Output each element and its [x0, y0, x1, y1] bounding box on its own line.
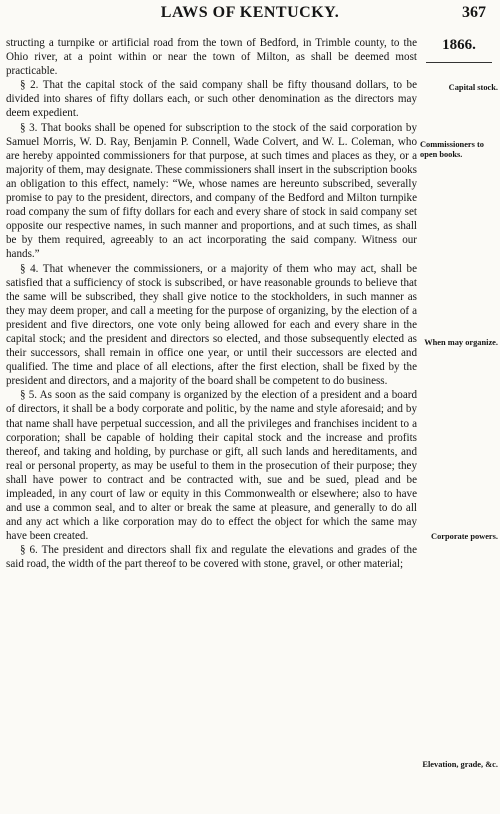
year-rule — [426, 62, 492, 63]
page-number: 367 — [462, 4, 486, 21]
margin-note-corporate-powers: Corporate powers. — [431, 532, 498, 541]
margin-note-commissioners: Commissioners to open books. — [420, 140, 484, 159]
section-2: § 2. That the capital stock of the said company shall be fifty thousand dollars, to be divided into shares of fifty dollars each, or such other denomination as the directors may deem expedient. — [6, 79, 417, 120]
section-3: § 3. That books shall be opened for subscription to the stock of the said corporation by Samuel Morris, W. D. Ray, Benjamin P. Connell, Wade Colvert, and W. L. Coleman, who are hereby appointed commissioners for that purpose, at such times and places as they, or a majority of them, may designate. These commissioners shall insert in the subscription books an obligation to this effect, namely: “We, whose names are hereunto subscribed, severally promise to pay to the president, directors, and company of the Bedford and Milton turnpike road company the sum of fifty dollars for each and every share of stock in said company set opposite our respective names, in such manner and proportions, and at such times, as shall be by them required, agreeably to an act incorporating the said company. Witness our hands.” — [6, 121, 417, 261]
page-header — [0, 4, 500, 24]
paragraph-continuation: structing a turnpike or artificial road from the town of Bedford, in Trimble county, to the Ohio river, at a point within or near the town of Milton, as shall be deemed most practicable. — [6, 37, 417, 78]
page-body — [6, 36, 417, 572]
margin-note-capital-stock: Capital stock. — [448, 83, 498, 92]
running-title: LAWS OF KENTUCKY. — [160, 4, 340, 21]
section-5: § 5. As soon as the said company is organized by the election of a president and a board of directors, it shall be a body corporate and politic, by the name and style aforesaid; and by that name shall have perpetual succession, and all the privileges and franchises incident to a corporation; shall be capable of holding their capital stock and the increase and profits thereof, and taking and holding, by purchase or gift, all such lands and hereditaments, and real or personal property, as may be useful to them in the prosecution of their purpose; they shall have power to contract and be contracted with, sue and be sued, plead and be impleaded, in any court of law or equity in this Commonwealth or elsewhere; also to have and use a common seal, and to alter or break the same at pleasure, and generally to do all and any act which a like corporation may do to effect the object for which the same may have been created. — [6, 389, 417, 543]
section-4: § 4. That whenever the commissioners, or a majority of them who may act, shall be satisfied that a sufficiency of stock is subscribed, or have reasonable grounds to believe that the same will be subscribed, they shall give notice to the stockholders, in such manner as they may deem proper, and call a meeting for the purpose of organizing, by the election of a president and five directors, one vote only being allowed for each and every share in the capital stock; and the president and directors so elected, and those subsequently elected as their successors, shall remain in office one year, or until their successors are elected and qualified. The time and place of all elections, after the first election, shall be fixed by the president and directors, and a majority of the board shall be competent to do business. — [6, 262, 417, 388]
margin-year: 1866. — [442, 37, 476, 53]
margin-note-when-may-organize: When may organize. — [424, 338, 498, 347]
section-6: § 6. The president and directors shall fix and regulate the elevations and grades of the said road, the width of the part thereof to be covered with stone, gravel, or other material; — [6, 544, 417, 571]
margin-note-elevation-grade: Elevation, grade, &c. — [422, 760, 498, 769]
